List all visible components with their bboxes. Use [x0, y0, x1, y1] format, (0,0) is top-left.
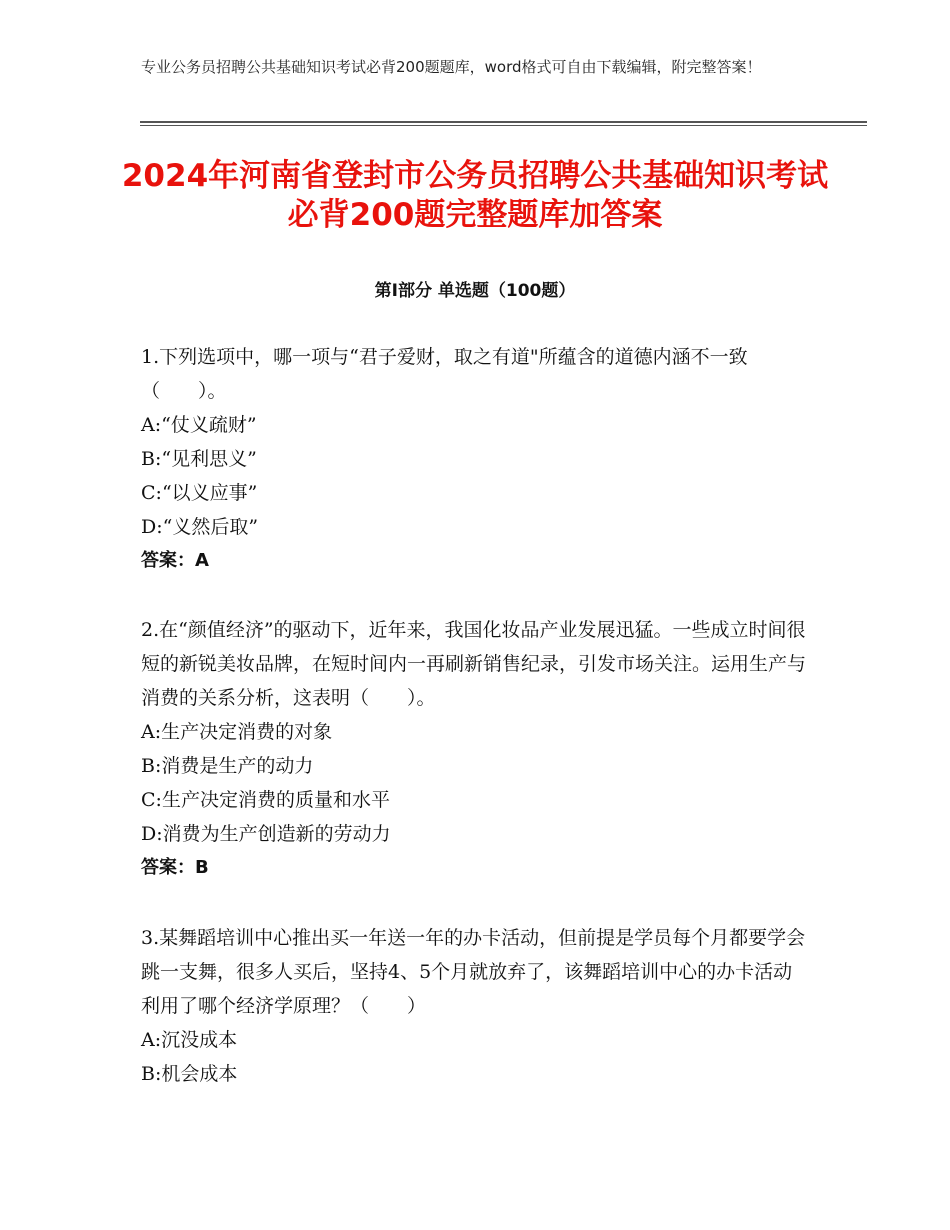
question-stem: 1.下列选项中，哪一项与“君子爱财，取之有道"所蕴含的道德内涵不一致（ ）。 — [141, 346, 748, 402]
section-title: 第Ⅰ部分 单选题（100题） — [374, 281, 576, 301]
option-b: B:机会成本 — [141, 1063, 238, 1085]
option-a: A:沉没成本 — [141, 1029, 238, 1051]
header-rule-thick — [140, 121, 867, 123]
question-3 — [141, 921, 806, 1091]
answer: 答案：A — [141, 550, 209, 571]
option-d: D:消费为生产创造新的劳动力 — [141, 823, 391, 845]
option-a: A:“仗义疏财” — [141, 414, 257, 436]
question-1 — [141, 340, 806, 578]
option-c: C:生产决定消费的质量和水平 — [141, 789, 390, 811]
option-d: D:“义然后取” — [141, 516, 259, 538]
option-c: C:“以义应事” — [141, 482, 258, 504]
header-note: 专业公务员招聘公共基础知识考试必背200题题库，word格式可自由下载编辑，附完整答案！ — [141, 58, 762, 76]
answer: 答案：B — [141, 857, 209, 878]
question-stem: 3.某舞蹈培训中心推出买一年送一年的办卡活动，但前提是学员每个月都要学会跳一支舞，很多人买后，坚持4、5个月就放弃了，该舞蹈培训中心的办卡活动利用了哪个经济学原理？（ ） — [141, 927, 806, 1017]
option-a: A:生产决定消费的对象 — [141, 721, 333, 743]
header-rule-thin — [140, 125, 867, 126]
question-stem: 2.在“颜值经济”的驱动下，近年来，我国化妆品产业发展迅猛。一些成立时间很短的新锐美妆品牌，在短时间内一再刷新销售纪录，引发市场关注。运用生产与消费的关系分析，这表明（ ）。 — [141, 619, 807, 709]
document-title: 2024年河南省登封市公务员招聘公共基础知识考试必背200题完整题库加答案 — [121, 158, 829, 233]
option-b: B:“见利思义” — [141, 448, 257, 470]
option-b: B:消费是生产的动力 — [141, 755, 314, 777]
question-2 — [141, 613, 806, 885]
